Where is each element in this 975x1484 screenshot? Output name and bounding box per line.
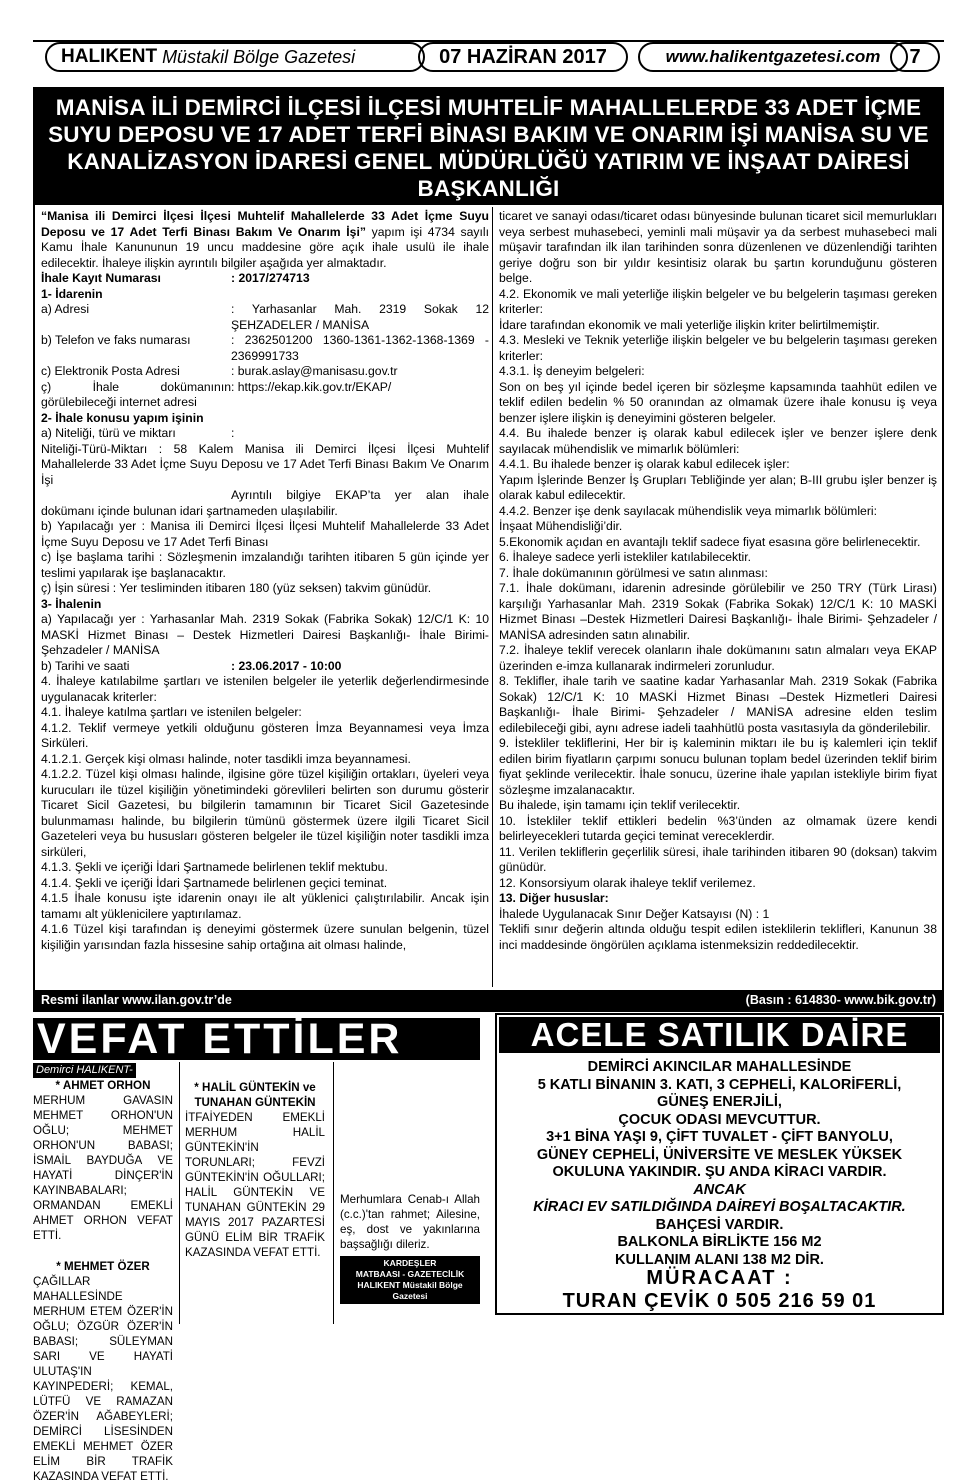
sale-contact[interactable]: TURAN ÇEVİK 0 505 216 59 01 [562,1290,877,1312]
sale-line: ÇOCUK ODASI MEVCUTTUR. [618,1111,821,1128]
sale-line: BAHÇESİ VARDIR. [655,1216,784,1233]
mail-value[interactable]: : burak.aslay@manisasu.gov.tr [231,364,398,378]
madde-4-3: 4.3. Mesleki ve Teknik yeterliğe ilişkin belgeler ve bu belgelerin taşıması gereken kriterler: [499,333,937,363]
sale-title: ACELE SATILIK DAİRE [499,1017,940,1053]
signature-line-2: MATBAASI - GAZETECİLİK [355,1269,465,1279]
tarih-row [41,659,489,675]
madde-4-4-2-text: İnşaat Mühendisliği’dir. [499,519,623,533]
madde-4-3-1-text: Son on beş yıl içinde bedel içeren bir sözleşme kapsamında taahhüt edilen ve teklif edilen bedelin % 50 oranından az olmamak üzere ihale konusu iş veya benzer işlere ilişkin iş deneyimini gösteren belgeler. [499,379,937,425]
footer-left[interactable]: Resmi ilanlar www.ilan.gov.tr’de [41,993,232,1007]
madde-4-1-5: 4.1.5 İhale konusu işte idarenin onayı ile alt yüklenici çalıştırılabilir. Ancak işin tamamı alt yüklenicilere yaptırılamaz. [41,891,489,921]
idare-heading: 1- İdarenin [41,286,103,301]
dokuman-row [41,380,489,411]
intro-bold: “Manisa ili Demirci İlçesi İlçesi Muhtelif Mahallelerde 33 Adet İçme Suyu Deposu ve 17 Adet Terfi Binası Bakım Ve Onarım İşi” [41,209,489,239]
madde-4-1-4: 4.1.4. Şekli ve içeriği İdari Şartnamede belirlenen geçici teminat. [41,875,388,890]
obituary-title: VEFAT ETTİLER [33,1018,480,1060]
sale-line: GÜNEŞ ENERJİLİ, [657,1094,782,1110]
sale-line: 5 KATLI BİNANIN 3. KATI, 3 CEPHELİ, KALORİFERLİ, [537,1076,902,1093]
notice-right-column [499,209,937,953]
madde-4-2-text: İdare tarafından ekonomik ve mali yeterliğe ilişkin kriter belirtilmemiştir. [499,317,880,332]
dokuman-value[interactable]: : https://ekap.kik.gov.tr/EKAP/ [231,379,392,394]
footer-right[interactable]: (Basın : 614830- www.bik.gov.tr) [745,993,936,1007]
madde-4: 4. İhaleye katılabilme şartları ve istenilen belgeler ile yeterlik değerlendirmesinde uygulanacak kriterler: [41,674,489,704]
tarih-label: b) Tarihi ve saati [41,658,130,673]
sale-line: ANCAK [693,1181,746,1198]
madde-13: 13. Diğer hususlar: [499,891,609,905]
notice-left-column [41,209,489,953]
madde-7: 7. İhale dokümanının görülmesi ve satın alınması: [499,565,768,580]
tel-value: : 2362501200 1360-1361-1362-1368-1369 - 2369991733 [231,333,489,363]
sale-contact-label: MÜRACAAT : [646,1267,793,1289]
obituary-2-name: * MEHMET ÖZER [56,1260,150,1273]
konu-heading: 2- İhale konusu yapım işinin [41,410,204,425]
madde-6: 6. İhaleye sadece yerli istekliler katılabilecektir. [499,550,751,564]
sale-line: GÜNEY CEPHELİ, ÜNİVERSİTE VE MESLEK YÜKSEK [536,1146,903,1163]
ise-baslama: c) İşe başlama tarihi : Sözleşmenin imzalandığı tarihten itibaren 5 gün içinde yer teslimi yapılarak işe başlanacaktır. [41,550,489,580]
sale-line: OKULUNA YAKINDIR. ŞU ANDA KİRACI VARDIR. [552,1164,887,1180]
dokuman-label: ç) İhale dokümanının görülebileceği internet adresi [41,379,231,409]
sale-line: DEMİRCİ AKINCILAR MAHALLESİNDE [587,1059,852,1075]
yapilacagi-yer: b) Yapılacağı yer : Manisa ili Demirci İlçesi İlçesi Muhtelif Mahallelerde 33 Adet İçme Suyu Deposu ve 17 Adet Terfi Binası [41,519,489,549]
obituary-divider [333,1062,334,1324]
madde-13-katsayi: İhalede Uygulanacak Sınır Değer Katsayısı (N) : 1 [499,906,770,921]
tender-notice [33,87,944,1012]
newspaper-name: HALIKENT [61,46,158,67]
obituary-columns [33,1062,480,1483]
newspaper-subtitle: Müstakil Bölge Gazetesi [162,46,356,67]
isin-suresi: ç) İşin süresi : Yer tesliminden itibaren 180 (yüz seksen) takvim günüdür. [41,581,432,595]
madde-4-1-6: 4.1.6 Tüzel kişi tarafından iş deneyimi göstermek üzere sunulan belgenin, tüzel kişiliğin yarısından fazla hissesine sahip ortağına ait olması halinde, [41,922,489,952]
intro-paragraph [41,209,489,271]
nitelik-text: Niteliği-Türü-Miktarı : 58 Kalem Manisa ili Demirci İlçesi İlçesi Muhtelif Mahallelerde 33 Adet İçme Suyu Deposu ve 17 Adet Terfi Binası Bakım Ve Onarım İşi [41,441,489,487]
signature-line-1: KARDEŞLER [383,1258,437,1268]
notice-title: MANİSA İLİ DEMİRCİ İLÇESİ İLÇESİ MUHTELİF MAHALLELERDE 33 ADET İÇME SUYU DEPOSU VE 17 ADET TERFİ BİNASI BAKIM VE ONARIM İŞİ MANİSA SU VE KANALİZASYON İDARESİ GENEL MÜDÜRLÜĞÜ YATIRIM VE İNŞAAT DAİRESİ BAŞKANLIĞI [35,89,942,205]
adres-value: : Yarhasanlar Mah. 2319 Sokak 12 ŞEHZADELER / MANİSA [231,302,489,332]
obituary-1-name: * AHMET ORHON [55,1079,151,1092]
madde-4-1-2-1: 4.1.2.1. Gerçek kişi olması halinde, noter tasdikli imza beyannamesi. [41,751,411,766]
issue-date: 07 HAZİRAN 2017 [418,42,628,72]
notice-footer [35,990,942,1010]
obituary-tag: Demirci HALIKENT- [33,1063,136,1078]
page-number: 7 [890,42,940,72]
mail-row [41,364,489,380]
right-intro: ticaret ve sanayi odası/ticaret odası bünyesinde bulunan ticaret sicil memurlukları veya serbest muhasebeci, yeminli mali müşavir ya da serbest muhasebeci mali müşavir tarafından ilk ilan tarihinden sonra düzenlenen ve düzenlendiği tarihten geriye doğru son bir yıldır kesintisiz olarak bu şartın korunduğunu gösteren belge. [499,209,937,285]
kayit-label: İhale Kayıt Numarası [41,271,161,285]
for-sale-ad [495,1013,944,1315]
tel-label: b) Telefon ve faks numarası [41,333,191,347]
madde-12: 12. Konsorsiyum olarak ihaleye teklif verilemez. [499,875,756,890]
obituary-2-text: ÇAĞILLAR MAHALLESİNDE MERHUM ETEM ÖZER'İN OĞLU; ÖZGÜR ÖZER'İN BABASI; SÜLEYMAN SARI VE HAYATİ ULUTAŞ'IN KAYINPEDERİ; KEMAL, LÜTFÜ VE RAMAZAN ÖZER'İN AĞABEYLERİ; DEMİRCİ LİSESİNDEN EMEKLİ MEHMET ÖZER ELİM BİR TRAFİK KAZASINDA VEFAT ETTİ. [33,1275,173,1483]
ihale-yeri: a) Yapılacağı yer : Yarhasanlar Mah. 2319 Sokak (Fabrika Sokak) 12/C/1 K: 10 MASKİ Hizmet Binası – Destek Hizmetleri Dairesi Başkanlığı- İhale Birimi- Şehzadeler / MANİSA [41,612,489,657]
obituary-signature [340,1256,480,1304]
mail-label: c) Elektronik Posta Adresi [41,364,180,378]
madde-13-text: Teklifi sınır değerin altında olduğu tespit edilen isteklilerin teklifleri, Kanunun 38 inci maddesinde öngörülen açıklama istenmeksizin reddedilecektir. [499,922,937,952]
tarih-value: : 23.06.2017 - 10:00 [231,658,342,673]
adres-row [41,302,489,333]
madde-4-1-2-2: 4.1.2.2. Tüzel kişi olması halinde, ilgisine göre tüzel kişiliğin ortakları, üyeleri veya kurucuları ile tüzel kişiliğin yönetimindeki görevlileri belirten son durumu gösterir Ticaret Sicil Gazetesi, bu bilgilerin tamamının bir Ticaret Sicil Gazetesinde bulunmaması halinde, bu bilgilerin tümünü göstermek üzere ilgili Ticaret Sicil Gazeteleri veya bu hususları gösteren belgeler ile tüzel kişiliğin noter tasdikli imza sirküleri, [41,767,489,859]
obituary-3-text: İTFAİYEDEN EMEKLİ MERHUM HALİL GÜNTEKİN'İN TORUNLARI; FEVZİ GÜNTEKİN'İN OĞULLARI; HALİL GÜNTEKİN VE TUNAHAN GÜNTEKİN 29 MAYIS 2017 PAZARTESİ GÜNÜ ELİM BİR TRAFİK KAZASINDA VEFAT ETTİ. [185,1111,325,1259]
madde-7-1: 7.1. İhale dokümanı, idarenin adresinde görülebilir ve 250 TRY (Türk Lirası) karşılığı Yarhasanlar Mah. 2319 Sokak (Fabrika Sokak) 12/C/1 K: 10 MASKİ Hizmet Binası –Destek Hizmetleri Dairesi Başkanlığı- İhale Birimi- Şehzadeler / MANİSA adresinden satın alınabilir. [499,581,937,642]
nitelik-row [41,426,489,442]
madde-4-1: 4.1. İhaleye katılma şartları ve istenilen belgeler: [41,705,302,719]
ihalenin-heading: 3- İhalenin [41,596,102,611]
madde-5: 5.Ekonomik açıdan en avantajlı teklif sadece fiyat esasına göre belirlenecektir. [499,534,921,549]
kayit-value: : 2017/274713 [231,271,310,285]
sale-line: BALKONLA BİRLİKTE 156 M2 [617,1234,822,1250]
sale-body [501,1059,938,1269]
tel-row [41,333,489,364]
kayit-row [41,271,489,287]
madde-4-3-1: 4.3.1. İş deneyim belgeleri: [499,364,645,378]
madde-4-2: 4.2. Ekonomik ve mali yeterliğe ilişkin belgeler ve bu belgelerin taşıması gereken kriterler: [499,286,937,316]
intro-rest: yapım işi 4734 sayılı Kamu İhale Kanununun 19 uncu maddesine göre açık ihale usulü ile ihale edilecektir. İhaleye ilişkin ayrıntılı bilgiler aşağıda yer almaktadır. [41,224,489,270]
madde-4-4: 4.4. Bu ihalede benzer iş olarak kabul edilecek işler ve benzer işlere denk sayılacak mühendislik ve mimarlık bölümleri: [499,426,937,456]
newspaper-name-pill [45,42,425,72]
column-divider [492,207,493,987]
madde-4-4-2: 4.4.2. Benzer işe denk sayılacak mühendislik veya mimarlık bölümleri: [499,503,877,518]
obituary-3-name: * HALİL GÜNTEKİN ve TUNAHAN GÜNTEKİN [194,1081,316,1109]
madde-11: 11. Verilen tekliflerin geçerlilik süresi, ihale tarihinden itibaren 90 (doksan) takvim günüdür. [499,844,937,874]
nitelik-text-2: Ayrıntılı bilgiye EKAP’ta yer alan ihale dokümanı içinde bulunan idari şartnameden ulaşılabilir. [41,488,489,518]
obituary-column-2 [185,1062,325,1259]
madde-9: 9. İstekliler tekliflerini, Her bir iş kaleminin miktarı ile bu iş kalemleri için teklif edilen birim fiyatların çarpımı sonucu bulunan toplam bedel üzerinden teklif birim fiyat şeklinde verilecektir. İhale sonucu, üzerine ihale yapılan istekliyle birim fiyat sözleşme imzalanacaktır. [499,736,937,797]
madde-4-4-1: 4.4.1. Bu ihalede benzer iş olarak kabul edilecek işler: [499,457,790,471]
page-header [33,32,944,78]
madde-4-1-2: 4.1.2. Teklif vermeye yetkili olduğunu gösteren İmza Beyannamesi veya İmza Sirküleri. [41,720,489,750]
obituary-1-text: MERHUM GAVASIN MEHMET ORHON'UN OĞLU; MEHMET ORHON'UN BABASI; İSMAİL BAYDUĞA VE HAYATİ DİNÇER'İN KAYINBABALARI; ORMANDAN EMEKLİ AHMET ORHON VEFAT ETTİ. [33,1094,173,1242]
nitelik-label: a) Niteliği, türü ve miktarı [41,426,176,440]
website-link[interactable]: www.halikentgazetesi.com [638,42,908,72]
sale-line: 3+1 BİNA YAŞI 9, ÇİFT TUVALET - ÇİFT BANYOLU, [546,1129,893,1145]
madde-8: 8. Teklifler, ihale tarih ve saatine kadar Yarhasanlar Mah. 2319 Sokak (Fabrika Sokak) 12/C/1 K: 10 MASKİ Hizmet Binası –Destek Hizmetleri Dairesi Başkanlığı- İhale Birimi- Şehzadeler / MANİSA adresine elden teslim edilebileceği gibi, aynı adrese iadeli taahhütlü posta vasıtasıyla da gönderilebilir. [499,674,937,735]
nitelik-value: : [231,426,235,440]
madde-10: 10. İstekliler teklif ettikleri bedelin %3’ünden az olmamak üzere kendi belirleyecekleri tutarda geçici teminat vereceklerdir. [499,813,937,843]
madde-9-text: Bu ihalede, işin tamamı için teklif verilecektir. [499,798,741,812]
madde-4-4-1-text: Yapım İşlerinde Benzer İş Grupları Tebliğinde yer alan; B-III grubu işler benzer iş olarak kabul edilecektir. [499,472,937,502]
signature-line-3: HALIKENT Müstakil Bölge Gazetesi [357,1280,463,1301]
sale-line: KULLANIM ALANI 138 M2 DİR. [615,1251,824,1268]
obituary-column-3 [340,1062,480,1304]
sale-line: KİRACI EV SATILDIĞINDA DAİREYİ BOŞALTACAKTIR. [533,1199,906,1215]
obituary-closing: Merhumlara Cenab-ı Allah (c.c.)'tan rahmet; Ailesine, eş, dost ve yakınlarına başsağlığı dileriz. [340,1193,480,1251]
madde-4-1-3: 4.1.3. Şekli ve içeriği İdari Şartnamede belirlenen teklif mektubu. [41,860,388,874]
adres-label: a) Adresi [41,302,90,316]
obituary-column-1 [33,1062,173,1483]
obituary-divider [179,1062,180,1324]
madde-7-2: 7.2. İhaleye teklif verecek olanların ihale dokümanını satın almaları veya EKAP üzerinden e-imza kullanarak indirmeleri zorunludur. [499,643,937,673]
